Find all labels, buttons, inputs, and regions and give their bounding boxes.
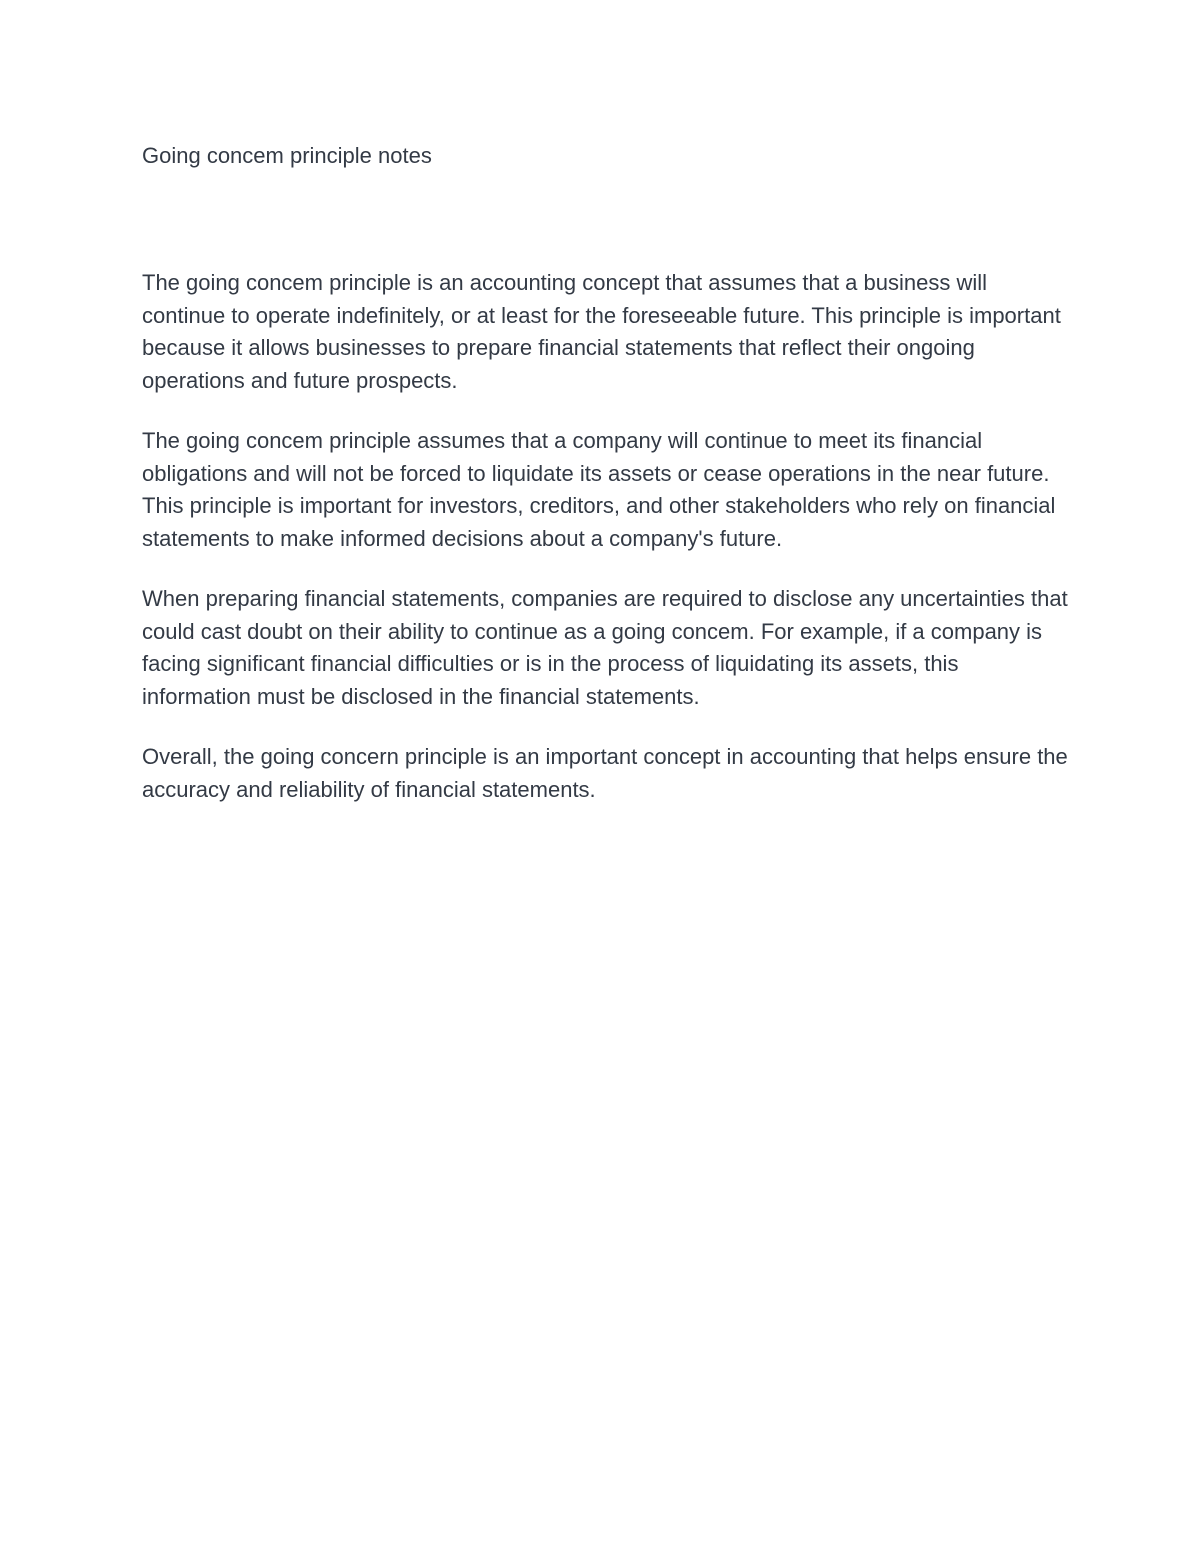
- paragraph-1: The going concem principle is an accounting concept that assumes that a business will continue to operate indefinitely, or at least for the foreseeable future. This principle is important because it allows businesses to prepare financial statements that reflect their ongoing operations and future prospects.: [142, 270, 1061, 393]
- document-body: [142, 267, 1072, 806]
- document-title: Going concem principle notes: [142, 143, 432, 168]
- document-content: [142, 140, 1072, 834]
- paragraph-3: When preparing financial statements, companies are required to disclose any uncertainties that could cast doubt on their ability to continue as a going concem. For example, if a company is facing significant financial difficulties or is in the process of liquidating its assets, this information must be disclosed in the financial statements.: [142, 586, 1068, 709]
- paragraph-2: The going concem principle assumes that a company will continue to meet its financial obligations and will not be forced to liquidate its assets or cease operations in the near future. This principle is important for investors, creditors, and other stakeholders who rely on financial statements to make informed decisions about a company's future.: [142, 428, 1056, 551]
- paragraph-4: Overall, the going concern principle is an important concept in accounting that helps ensure the accuracy and reliability of financial statements.: [142, 744, 1068, 802]
